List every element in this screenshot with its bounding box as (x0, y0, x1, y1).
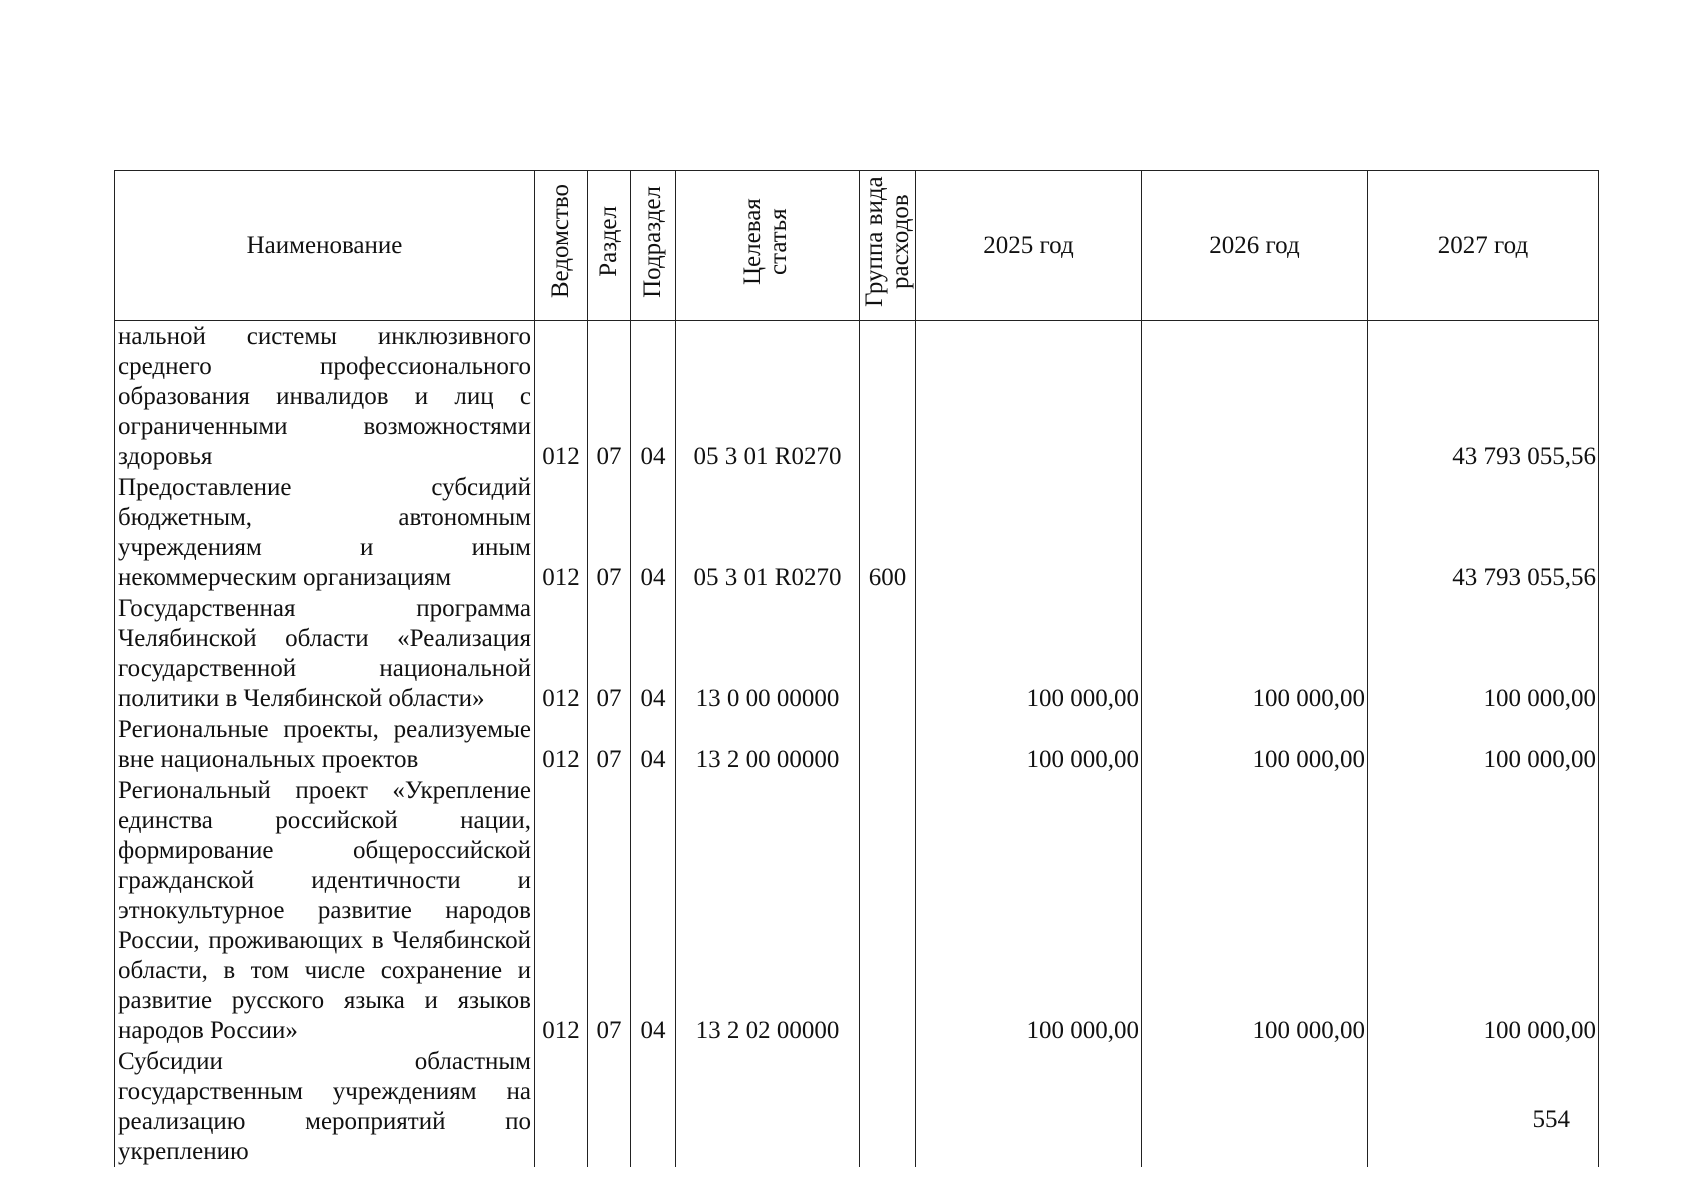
row-name: Предоставление субсидий бюджетным, автономным учреждениям и иным некоммерческим организациям (115, 472, 535, 593)
row-vedomstvo: 012 (535, 714, 588, 775)
table-row (115, 593, 1599, 714)
row-vedomstvo: 012 (535, 593, 588, 714)
header-razdel: Раздел (588, 171, 631, 321)
row-2025: 100 000,00 (916, 775, 1142, 1046)
row-podrazdel: 04 (631, 321, 676, 473)
row-gruppa-vida (860, 714, 916, 775)
row-2027: 100 000,00 (1368, 593, 1599, 714)
row-celevaya-statya: 13 0 00 00000 (676, 593, 860, 714)
table-row (115, 472, 1599, 593)
row-2025 (916, 472, 1142, 593)
table-row (115, 321, 1599, 473)
header-podrazdel: Подраздел (631, 171, 676, 321)
row-2027: 43 793 055,56 (1368, 321, 1599, 473)
row-2025 (916, 321, 1142, 473)
row-name: нальной системы инклюзивного среднего профессионального образования инвалидов и лиц с ограниченными возможностями здоровья (115, 321, 535, 473)
row-gruppa-vida (860, 321, 916, 473)
row-vedomstvo: 012 (535, 321, 588, 473)
row-2027: 100 000,00 (1368, 775, 1599, 1046)
row-podrazdel: 04 (631, 714, 676, 775)
row-gruppa-vida (860, 593, 916, 714)
header-2025: 2025 год (916, 171, 1142, 321)
row-gruppa-vida (860, 775, 916, 1046)
row-name: Региональный проект «Укрепление единства российской нации, формирование общероссийской гражданской идентичности и этнокультурное развитие народов России, проживающих в Челябинской области, в том числе сохранение и развитие русского языка и языков народов России» (115, 775, 535, 1046)
header-name: Наименование (115, 171, 535, 321)
header-celevaya-statya: Целевая статья (676, 171, 860, 321)
row-2026: 100 000,00 (1142, 775, 1368, 1046)
header-2027: 2027 год (1368, 171, 1599, 321)
row-2027: 100 000,00 (1368, 714, 1599, 775)
table-row (115, 775, 1599, 1046)
row-vedomstvo: 012 (535, 472, 588, 593)
row-2026: 100 000,00 (1142, 593, 1368, 714)
header-gruppa-vida-rashodov: Группа вида расходов (860, 171, 916, 321)
header-vedomstvo: Ведомство (535, 171, 588, 321)
table-header-row (115, 171, 1599, 321)
row-2025: 100 000,00 (916, 714, 1142, 775)
row-podrazdel: 04 (631, 775, 676, 1046)
row-gruppa-vida: 600 (860, 472, 916, 593)
row-celevaya-statya: 13 2 02 00000 (676, 775, 860, 1046)
row-vedomstvo: 012 (535, 775, 588, 1046)
row-razdel: 07 (588, 593, 631, 714)
row-celevaya-statya: 05 3 01 R0270 (676, 321, 860, 473)
row-2027: 43 793 055,56 (1368, 472, 1599, 593)
row-podrazdel: 04 (631, 593, 676, 714)
row-2025: 100 000,00 (916, 593, 1142, 714)
row-2026 (1142, 321, 1368, 473)
page-number: 554 (1532, 1106, 1570, 1133)
row-razdel: 07 (588, 775, 631, 1046)
row-razdel: 07 (588, 472, 631, 593)
row-podrazdel: 04 (631, 472, 676, 593)
table-row (115, 714, 1599, 775)
row-razdel: 07 (588, 321, 631, 473)
budget-table (114, 170, 1599, 1167)
row-name: Государственная программа Челябинской области «Реализация государственной национальной политики в Челябинской области» (115, 593, 535, 714)
row-name: Субсидии областным государственным учреждениям на реализацию мероприятий по укреплению (115, 1046, 535, 1167)
row-celevaya-statya: 13 2 00 00000 (676, 714, 860, 775)
table-row (115, 1046, 1599, 1167)
row-name: Региональные проекты, реализуемые вне национальных проектов (115, 714, 535, 775)
header-2026: 2026 год (1142, 171, 1368, 321)
row-2026 (1142, 472, 1368, 593)
row-razdel: 07 (588, 714, 631, 775)
row-celevaya-statya: 05 3 01 R0270 (676, 472, 860, 593)
row-2026: 100 000,00 (1142, 714, 1368, 775)
